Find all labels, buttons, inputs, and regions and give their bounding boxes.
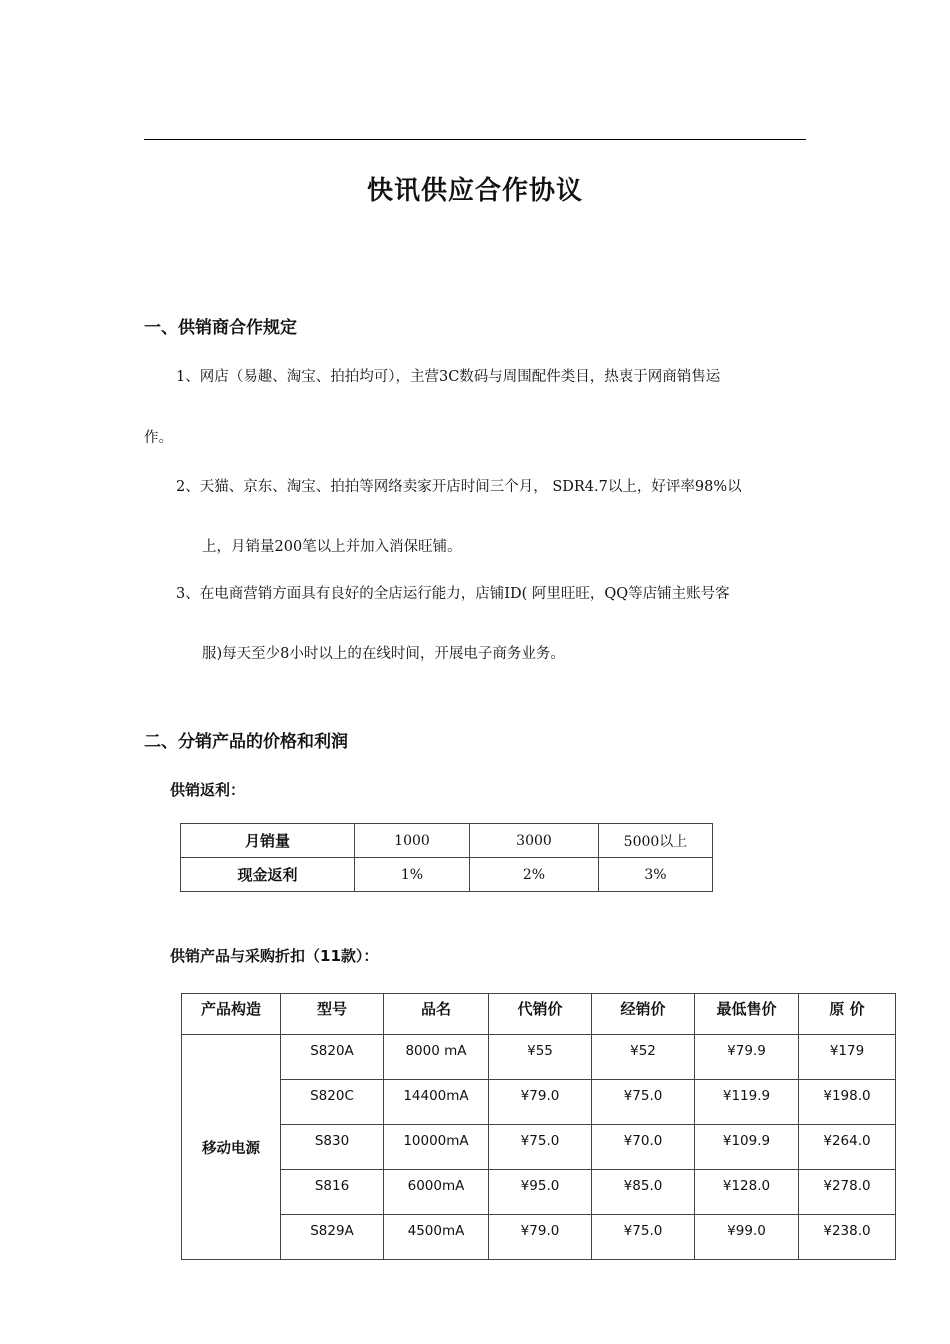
item2-line2: 上，月销量200笔以上并加入消保旺铺。 <box>202 539 462 555</box>
header-cell: 型号 <box>281 994 384 1035</box>
model-cell: S830 <box>281 1125 384 1170</box>
item1-line2: 作。 <box>144 430 173 446</box>
dealer-price-cell: ¥75.0 <box>592 1215 695 1260</box>
volume-cell: 1000 <box>355 824 470 858</box>
model-cell: S816 <box>281 1170 384 1215</box>
original-price-cell: ¥179 <box>799 1035 896 1080</box>
name-cell: 4500mA <box>384 1215 489 1260</box>
header-cell: 原 价 <box>799 994 896 1035</box>
item2-line1: 2、天猫、京东、淘宝、拍拍等网络卖家开店时间三个月， SDR4.7以上，好评率98%以 <box>176 479 742 495</box>
section2-heading: 二、分销产品的价格和利润 <box>144 732 348 752</box>
consign-price-cell: ¥79.0 <box>489 1215 592 1260</box>
product-title: 供销产品与采购折扣（11款）： <box>170 947 379 965</box>
rebate-title: 供销返利： <box>170 781 246 799</box>
header-cell: 品名 <box>384 994 489 1035</box>
min-price-cell: ¥128.0 <box>695 1170 799 1215</box>
consign-price-cell: ¥79.0 <box>489 1080 592 1125</box>
original-price-cell: ¥278.0 <box>799 1170 896 1215</box>
table-row <box>182 1215 896 1260</box>
model-cell: S820C <box>281 1080 384 1125</box>
original-price-cell: ¥198.0 <box>799 1080 896 1125</box>
original-price-cell: ¥238.0 <box>799 1215 896 1260</box>
header-rule <box>144 139 806 140</box>
name-cell: 10000mA <box>384 1125 489 1170</box>
product-table <box>181 993 896 1260</box>
table-row <box>182 1170 896 1215</box>
volume-label: 月销量 <box>181 824 355 858</box>
table-row <box>181 824 713 858</box>
category-cell: 移动电源 <box>182 1035 281 1260</box>
model-cell: S829A <box>281 1215 384 1260</box>
original-price-cell: ¥264.0 <box>799 1125 896 1170</box>
table-row <box>182 1035 896 1080</box>
consign-price-cell: ¥95.0 <box>489 1170 592 1215</box>
rebate-cell: 3% <box>599 858 713 892</box>
table-row <box>181 858 713 892</box>
dealer-price-cell: ¥75.0 <box>592 1080 695 1125</box>
rebate-cell: 2% <box>470 858 599 892</box>
model-cell: S820A <box>281 1035 384 1080</box>
header-cell: 代销价 <box>489 994 592 1035</box>
rebate-cell: 1% <box>355 858 470 892</box>
min-price-cell: ¥109.9 <box>695 1125 799 1170</box>
consign-price-cell: ¥75.0 <box>489 1125 592 1170</box>
min-price-cell: ¥99.0 <box>695 1215 799 1260</box>
section1-heading: 一、供销商合作规定 <box>144 318 297 338</box>
min-price-cell: ¥119.9 <box>695 1080 799 1125</box>
header-cell: 最低售价 <box>695 994 799 1035</box>
consign-price-cell: ¥55 <box>489 1035 592 1080</box>
item1-line1: 1、网店（易趣、淘宝、拍拍均可），主营3C数码与周围配件类目，热衷于网商销售运 <box>176 369 721 385</box>
rebate-label: 现金返利 <box>181 858 355 892</box>
rebate-table <box>180 823 713 892</box>
document-title: 快讯供应合作协议 <box>366 176 583 206</box>
volume-cell: 3000 <box>470 824 599 858</box>
item3-line1: 3、在电商营销方面具有良好的全店运行能力，店铺ID( 阿里旺旺，QQ等店铺主账号客 <box>176 586 730 602</box>
name-cell: 6000mA <box>384 1170 489 1215</box>
name-cell: 8000 mA <box>384 1035 489 1080</box>
table-header-row <box>182 994 896 1035</box>
volume-cell: 5000以上 <box>599 824 713 858</box>
name-cell: 14400mA <box>384 1080 489 1125</box>
header-cell: 产品构造 <box>182 994 281 1035</box>
dealer-price-cell: ¥52 <box>592 1035 695 1080</box>
table-row <box>182 1125 896 1170</box>
dealer-price-cell: ¥70.0 <box>592 1125 695 1170</box>
table-row <box>182 1080 896 1125</box>
header-cell: 经销价 <box>592 994 695 1035</box>
min-price-cell: ¥79.9 <box>695 1035 799 1080</box>
item3-line2: 服)每天至少8小时以上的在线时间，开展电子商务业务。 <box>202 646 565 662</box>
dealer-price-cell: ¥85.0 <box>592 1170 695 1215</box>
